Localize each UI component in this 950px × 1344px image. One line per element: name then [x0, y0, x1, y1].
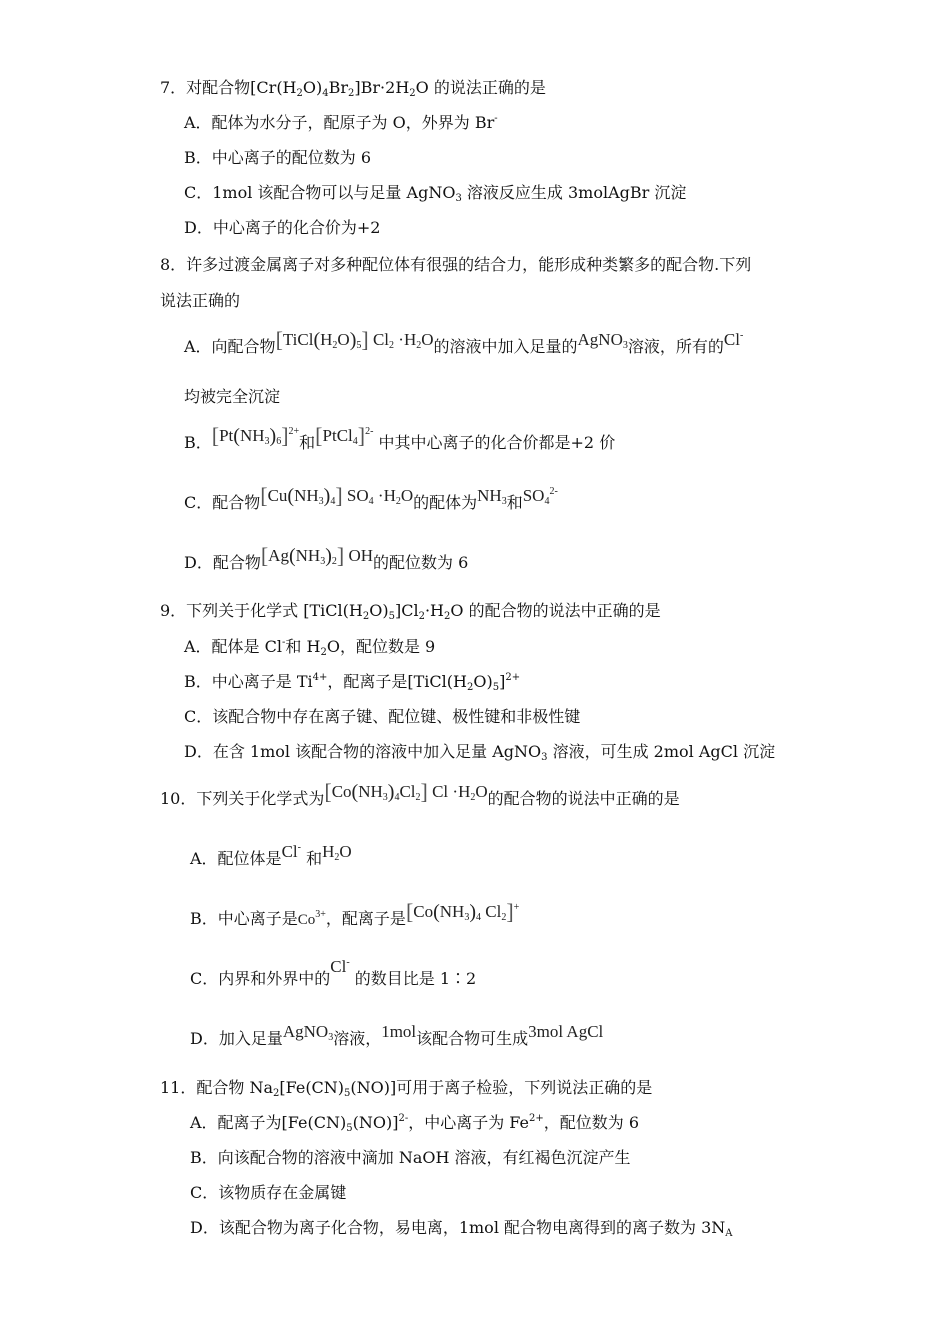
q9-option-c: C．该配合物中存在离子键、配位键、极性键和非极性键	[184, 707, 581, 726]
q8-option-d: D．配合物$[Ag(NH_3)_2]$ OH的配位数为 6	[184, 543, 469, 572]
q10-option-a: A．配位体是Cl- 和$H_2O$	[190, 842, 352, 868]
q7-option-d: D．中心离子的化合价为+2	[184, 218, 381, 237]
formula-nh3: $NH_3$	[477, 486, 507, 507]
q7-option-a: A．配体为水分子，配原子为 O，外界为 Br-	[184, 113, 498, 132]
amount-1mol: 1mol	[381, 1022, 417, 1041]
q10-option-b: B．中心离子是$Co^{3+}$，配离子是[$Co(NH_3)_4$ $Cl_2]^+$	[190, 899, 520, 928]
formula-h2o: $H_2O$	[322, 842, 352, 863]
formula-ticl-h2o5-cl2-h2o: $[TiCl(H_2O)_5]$ $Cl_2 \cdot H_2O$	[275, 327, 434, 352]
formula-co-nh3-4-cl2-cl-h2o: $[Co(NH_3)_4Cl_2]$ $Cl \cdot H_2O$	[324, 779, 488, 804]
q10-stem: 10．下列关于化学式为$[Co(NH_3)_4Cl_2]$ $Cl \cdot H_2O$的配合物的说法中正确的是	[160, 779, 680, 808]
q8-option-a-cont: 均被完全沉淀	[184, 387, 281, 406]
q11-stem: 11．配合物 $Na_2[Fe(CN)_5(NO)]$可用于离子检验，下列说法正确的是	[160, 1078, 653, 1099]
formula-agno3: AgNO$_3$	[577, 330, 628, 351]
formula-ag-nh3-2-oh: $[Ag(NH_3)_2]$ OH	[260, 543, 373, 568]
q7-stem: 7．对配合物$[Cr(H_2O)_4Br_2]Br\cdot 2H_2O$ 的说法正确的是	[160, 78, 546, 99]
formula-co3-ion: $Co^{3+}$	[297, 909, 326, 928]
q9-option-d: D．在含 1mol 该配合物的溶液中加入足量 AgNO$_3$ 溶液，可生成 2mol AgCl 沉淀	[184, 742, 776, 763]
formula-so4-ion: $SO_4^{2-}$	[522, 486, 558, 507]
formula-cu-nh3-4-so4-h2o: $[Cu(NH_3)_4]$ $SO_4 \cdot H_2O$	[260, 483, 414, 508]
formula-co-nh3-4-cl2-ion: [$Co(NH_3)_4$ $Cl_2]^+$	[405, 899, 520, 924]
q11-option-a: A．配离子为$[Fe(CN)_5(NO)]^{2-}$，中心离子为 $Fe^{2+}$，配位数为 6	[190, 1113, 640, 1134]
q8-option-c: C．配合物$[Cu(NH_3)_4]$ $SO_4 \cdot H_2O$的配体为$NH_3$和$SO_4^{2-}$	[184, 483, 558, 512]
q11-option-d: D．该配合物为离子化合物，易电离，1mol 配合物电离得到的离子数为 $3N_A$	[190, 1218, 733, 1239]
q7-option-c: C．1mol 该配合物可以与足量 AgNO$_3$ 溶液反应生成 3molAgBr 沉淀	[184, 183, 687, 204]
formula-pt-nh3-6: $[Pt(NH_3)_6]^{2+}$	[211, 423, 300, 448]
formula-cl-ion: Cl-	[723, 330, 744, 349]
q10-option-d: D．加入足量AgNO$_3$溶液，1mol该配合物可生成3mol AgCl	[190, 1022, 604, 1048]
q8-option-a: A．向配合物$[TiCl(H_2O)_5]$ $Cl_2 \cdot H_2O$的溶液中加入足量的AgNO$_3$溶液，所有的Cl-	[184, 327, 744, 356]
formula-cl-ion: Cl-	[330, 957, 350, 976]
q8-stem-line2: 说法正确的	[160, 291, 241, 310]
q8-stem-line1: 8．许多过渡金属离子对多种配位体有很强的结合力，能形成种类繁多的配合物.下列	[160, 255, 752, 274]
formula-agno3: AgNO$_3$	[282, 1022, 334, 1043]
q7-option-b: B．中心离子的配位数为 6	[184, 148, 372, 167]
formula-cl-ion: Cl-	[281, 842, 301, 861]
q11-option-c: C．该物质存在金属键	[190, 1183, 347, 1202]
q10-option-c: C．内界和外界中的Cl- 的数目比是 1∶2	[190, 957, 477, 988]
amount-3mol-agcl: 3mol AgCl	[528, 1022, 604, 1041]
q8-option-b: B．$[Pt(NH_3)_6]^{2+}$和[PtCl$_4$]$^{2-}$ 中其中心离子的化合价都是+2 价	[184, 423, 616, 452]
q9-stem: 9．下列关于化学式 $[TiCl(H_2O)_5]Cl_2\cdot H_2O$ 的配合物的说法中正确的是	[160, 601, 661, 622]
q9-option-b: B．中心离子是 $Ti^{4+}$，配离子是$[TiCl(H_2O)_5]^{2+}$	[184, 672, 521, 693]
q11-option-b: B．向该配合物的溶液中滴加 NaOH 溶液，有红褐色沉淀产生	[190, 1148, 631, 1167]
formula-ptcl4: [PtCl$_4$]$^{2-}$	[315, 423, 374, 448]
q9-option-a: A．配体是 Cl-和 $H_2O$，配位数是 9	[184, 637, 436, 658]
